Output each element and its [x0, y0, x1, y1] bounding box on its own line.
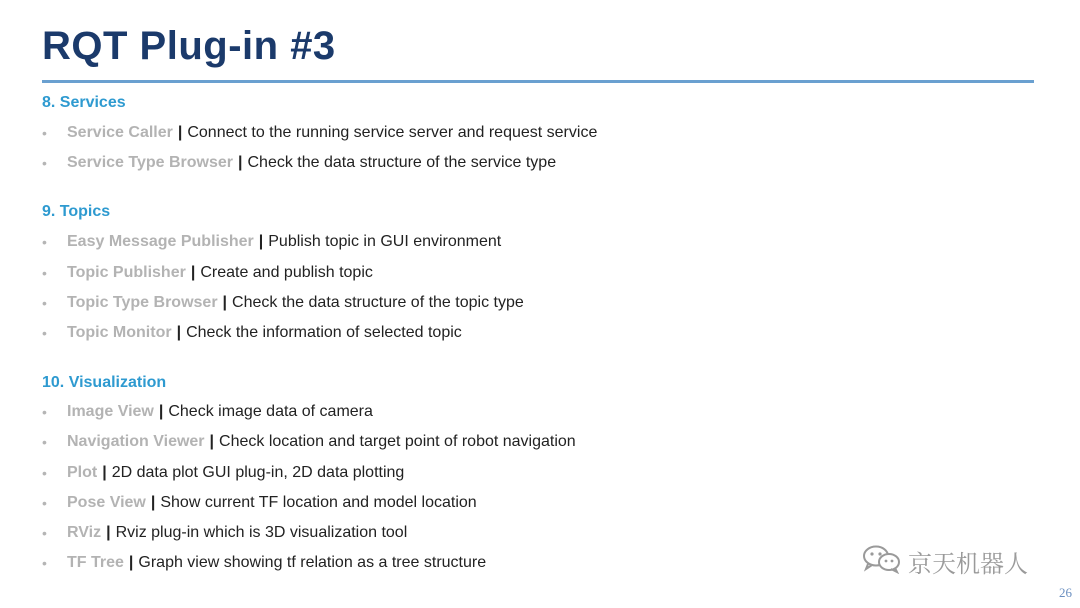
separator: |: [150, 494, 156, 511]
item-name: Navigation Viewer: [67, 433, 205, 450]
watermark: [862, 546, 1028, 576]
watermark-text: 京天机器人: [908, 549, 1028, 578]
bullet-icon: •: [42, 404, 47, 420]
item-description: Rviz plug-in which is 3D visualization tool: [115, 524, 408, 541]
section-heading-topics: 9. Topics: [42, 203, 111, 220]
item-description: Check location and target point of robot navigation: [219, 433, 576, 450]
bullet-icon: •: [42, 495, 47, 511]
separator: |: [209, 433, 215, 450]
item-name: Easy Message Publisher: [67, 233, 254, 250]
separator: |: [158, 403, 164, 420]
item-name: TF Tree: [67, 554, 124, 571]
item-name: Image View: [67, 403, 154, 420]
bullet-icon: •: [42, 525, 47, 541]
separator: |: [258, 233, 264, 250]
bullet-icon: •: [42, 125, 47, 141]
item-name: Topic Publisher: [67, 264, 186, 281]
bullet-icon: •: [42, 234, 47, 250]
item-name: Plot: [67, 464, 98, 481]
item-name: Service Caller: [67, 124, 173, 141]
wechat-icon: [862, 544, 902, 579]
bullet-icon: •: [42, 434, 47, 450]
separator: |: [238, 154, 243, 171]
item-description: Publish topic in GUI environment: [268, 233, 502, 250]
bullet-icon: •: [42, 265, 47, 281]
item-name: Topic Type Browser: [67, 294, 218, 311]
separator: |: [106, 524, 111, 541]
item-description: Graph view showing tf relation as a tree structure: [138, 554, 487, 571]
bullet-icon: •: [42, 295, 47, 311]
section-heading-visualization: 10. Visualization: [42, 374, 167, 391]
bullet-icon: •: [42, 465, 47, 481]
separator: |: [176, 324, 182, 341]
bullet-icon: •: [42, 155, 47, 171]
separator: |: [102, 464, 107, 481]
bullet-icon: •: [42, 555, 47, 571]
slide-title: RQT Plug-in #3: [42, 24, 336, 68]
separator: |: [190, 264, 196, 281]
item-name: Pose View: [67, 494, 146, 511]
item-description: Show current TF location and model location: [160, 494, 477, 511]
item-name: Service Type Browser: [67, 154, 234, 171]
item-description: 2D data plot GUI plug-in, 2D data plotting: [111, 464, 405, 481]
item-name: Topic Monitor: [67, 324, 172, 341]
item-description: Check image data of camera: [168, 403, 373, 420]
bullet-icon: •: [42, 325, 47, 341]
item-description: Check the data structure of the topic type: [232, 294, 524, 311]
page-number: 26: [1059, 585, 1072, 600]
separator: |: [128, 554, 134, 571]
item-description: Check the information of selected topic: [186, 324, 462, 341]
item-description: Create and publish topic: [200, 264, 373, 281]
item-name: RViz: [67, 524, 102, 541]
section-heading-services: 8. Services: [42, 94, 126, 111]
item-description: Check the data structure of the service type: [247, 154, 557, 171]
title-divider: [42, 80, 1034, 83]
item-description: Connect to the running service server and request service: [187, 124, 598, 141]
separator: |: [177, 124, 183, 141]
separator: |: [222, 294, 228, 311]
